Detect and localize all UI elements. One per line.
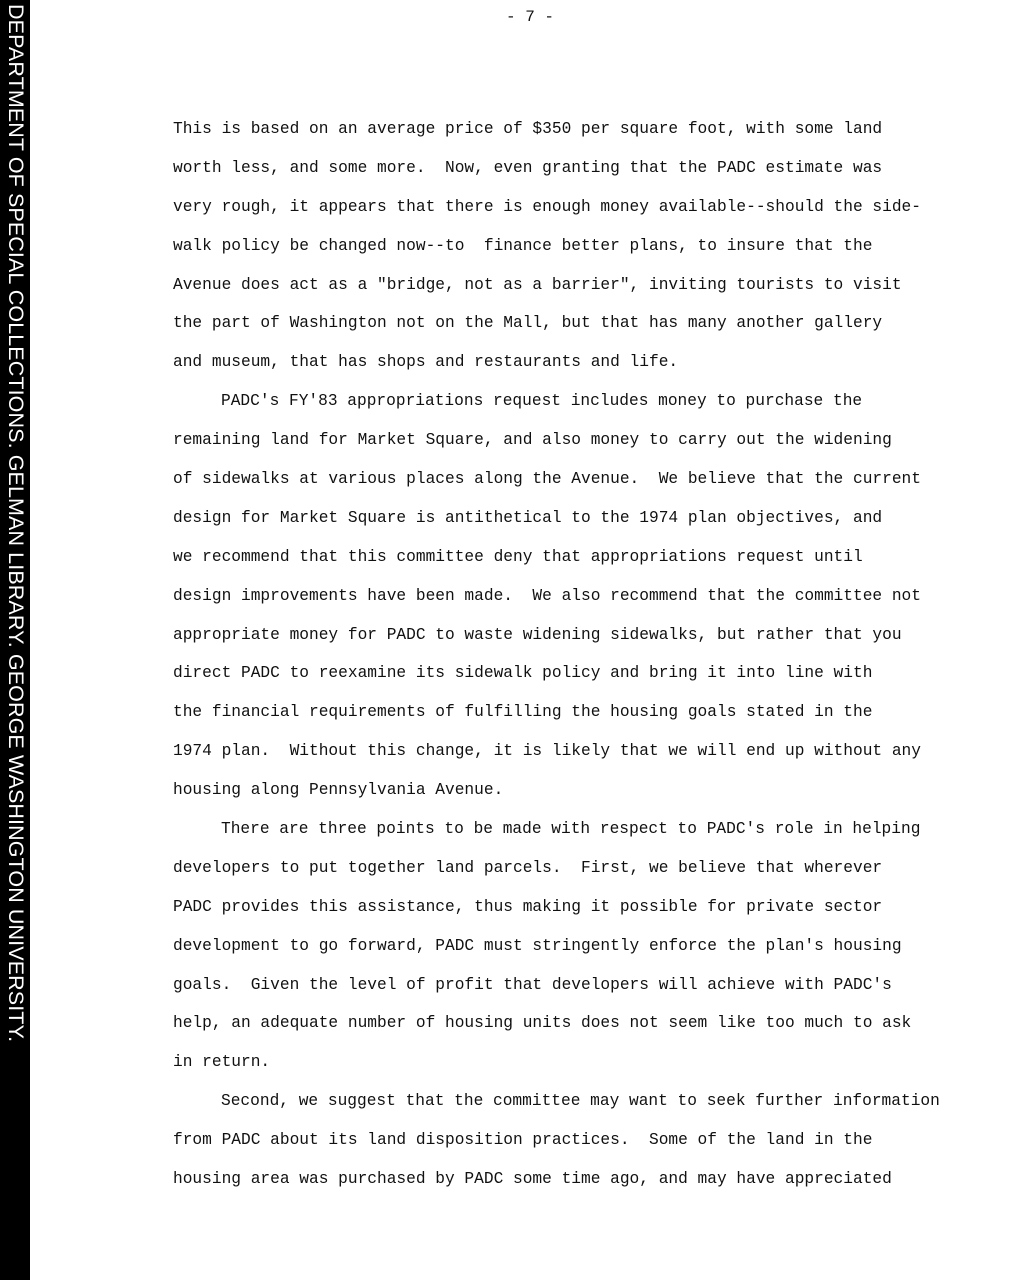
text-line: goals. Given the level of profit that developers will achieve with PADC's [173,975,892,994]
text-line: the part of Washington not on the Mall, but that has many another gallery [173,314,883,333]
text-line: we recommend that this committee deny that appropriations request until [173,547,863,566]
text-line: There are three points to be made with respect to PADC's role in helping [221,820,921,839]
text-line: design for Market Square is antithetical to the 1974 plan objectives, and [173,508,883,527]
text-line: the financial requirements of fulfilling the housing goals stated in the [173,703,873,722]
page-number: - 7 - [506,8,555,26]
text-line: help, an adequate number of housing units does not seem like too much to ask [173,1014,912,1033]
text-line: from PADC about its land disposition practices. Some of the land in the [173,1131,873,1150]
text-line: walk policy be changed now--to finance better plans, to insure that the [173,236,873,255]
text-line: development to go forward, PADC must stringently enforce the plan's housing [173,936,902,955]
text-line: of sidewalks at various places along the Avenue. We believe that the current [173,470,921,489]
text-line: design improvements have been made. We also recommend that the committee not [173,586,921,605]
text-line: worth less, and some more. Now, even granting that the PADC estimate was [173,158,883,177]
text-line: housing along Pennsylvania Avenue. [173,781,504,800]
text-line: and museum, that has shops and restaurants and life. [173,353,679,372]
text-line: remaining land for Market Square, and also money to carry out the widening [173,431,892,450]
text-line: direct PADC to reexamine its sidewalk policy and bring it into line with [173,664,873,683]
archive-margin-strip [0,0,30,1280]
text-line: Second, we suggest that the committee may want to seek further information [221,1092,940,1111]
text-line: in return. [173,1053,271,1072]
text-line: developers to put together land parcels. First, we believe that wherever [173,858,883,877]
text-line: housing area was purchased by PADC some time ago, and may have appreciated [173,1170,892,1189]
text-line: PADC's FY'83 appropriations request includes money to purchase the [221,392,863,411]
text-line: This is based on an average price of $350 per square foot, with some land [173,120,883,138]
text-line: appropriate money for PADC to waste widening sidewalks, but rather that you [173,625,902,644]
text-line: 1974 plan. Without this change, it is likely that we will end up without any [173,742,921,761]
document-body [173,110,940,1199]
text-line: very rough, it appears that there is enough money available--should the side- [173,197,921,216]
text-line: Avenue does act as a "bridge, not as a barrier", inviting tourists to visit [173,275,902,294]
archive-credit-text: DEPARTMENT OF SPECIAL COLLECTIONS. GELMAN LIBRARY. GEORGE WASHINGTON UNIVERSITY. [4,4,28,1043]
text-line: PADC provides this assistance, thus making it possible for private sector [173,897,883,916]
